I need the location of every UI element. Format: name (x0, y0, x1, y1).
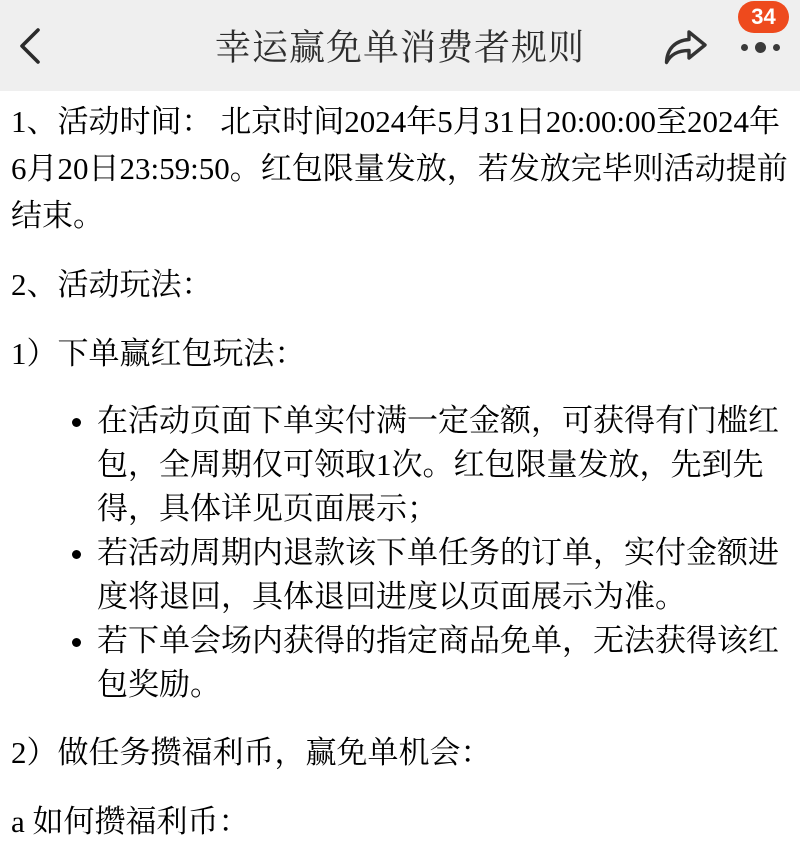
page-title: 幸运赢免单消费者规则 (214, 25, 586, 67)
notification-badge: 34 (738, 1, 789, 33)
share-button[interactable] (660, 20, 712, 72)
order-redpacket-rule-list (11, 399, 792, 707)
three-dots-icon (741, 42, 780, 53)
rule-order-redpacket-heading: 1）下单赢红包玩法： (11, 336, 306, 371)
list-item: • 若下单会场内获得的指定商品免单，无法获得该红包奖励。 (97, 619, 792, 707)
list-item: • 在活动页面下单实付满一定金额，可获得有门槛红包，全周期仅可领取1次。红包限量发放，先到先得，具体详见页面展示； (97, 399, 792, 531)
rule-how-to-earn-heading: a 如何攒福利币： (11, 804, 250, 839)
dot-middle (755, 42, 766, 53)
rule-activity-play-heading: 2、活动玩法： (11, 267, 213, 302)
back-button[interactable] (4, 18, 56, 74)
share-arrow-icon (661, 21, 711, 71)
dot-right (773, 44, 780, 51)
list-item: • 若活动周期内退款该下单任务的订单，实付金额进度将退回，具体退回进度以页面展示为准。 (97, 531, 792, 619)
rule-task-coin-heading: 2）做任务攒福利币，赢免单机会： (11, 735, 492, 770)
dot-left (741, 44, 748, 51)
rule-activity-time: 1、活动时间： 北京时间2024年5月31日20:00:00至2024年6月20日23:59:50。红包限量发放，若发放完毕则活动提前结束。 (11, 104, 788, 233)
chevron-left-icon (15, 26, 45, 66)
app-header (0, 0, 800, 91)
rules-scroll-area[interactable] (0, 91, 800, 839)
header-actions (660, 0, 800, 91)
